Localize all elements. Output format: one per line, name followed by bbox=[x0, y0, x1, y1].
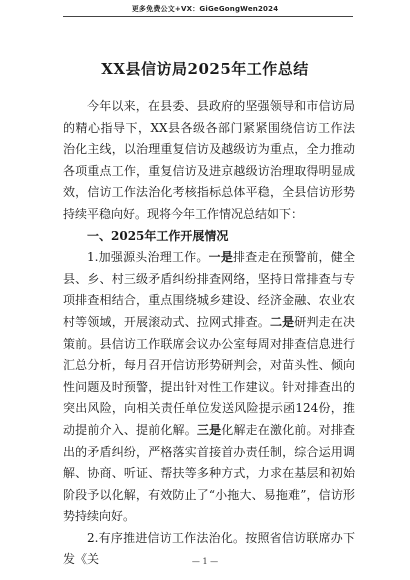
item-1-part-2-text: 研判走在决策前。县信访工作联席会议办公室每周对排查信息进行汇总分析，每月召开信访形势研判会，对苗头性、倾向性问题及时预警，提出针对性工作建议。针对排查出的突出风险，向相关责任单位发送风险提示函124份，推动提前介入、提前化解。 bbox=[63, 314, 355, 437]
page-number: — 1 — bbox=[191, 557, 219, 566]
document-title: XX县信访局2025年工作总结 bbox=[101, 60, 309, 78]
item-1-part-1-text: 排查走在预警前，健全县、乡、村三级矛盾纠纷排查网络，坚持日常排查与专项排查相结合，重点围绕城乡建设、经济金融、农业农村等领域，开展滚动式、拉网式排查。 bbox=[63, 250, 355, 329]
header-note: 更多免费公文+VX：GiGeGongWen2024 bbox=[131, 5, 279, 13]
item-1-lead: 1.加强源头治理工作。 bbox=[87, 250, 209, 265]
item-1-paragraph bbox=[63, 247, 355, 528]
header-divider bbox=[63, 16, 353, 17]
item-2-paragraph: 2.有序推进信访工作法治化。按照省信访联席办下发《关 bbox=[63, 530, 355, 567]
section-heading: 一、2025年工作开展情况 bbox=[87, 228, 229, 243]
item-1-part-3-text: 化解走在激化前。对排查出的矛盾纠纷，严格落实首接首办责任制，综合运用调解、协商、听证、帮扶等多种方式，力求在基层和初始阶段予以化解，有效防止了“小拖大、易拖难”，信访形势持续向好。 bbox=[63, 422, 355, 524]
item-1-part-2-label: 二是 bbox=[269, 314, 295, 329]
item-1-part-3-label: 三是 bbox=[196, 422, 222, 437]
document-body bbox=[63, 96, 355, 571]
item-1-part-1-label: 一是 bbox=[208, 250, 234, 265]
intro-paragraph: 今年以来，在县委、县政府的坚强领导和市信访局的精心指导下，XX县各级各部门紧紧围绕信访工作法治化主线，以治理重复信访及越级访为重点，全力推动各项重点工作，重复信访及进京越级访治理取得明显成效，信访工作法治化考核指标总体平稳，全县信访形势持续平稳向好。现将今年工作情况总结如下： bbox=[63, 99, 355, 221]
